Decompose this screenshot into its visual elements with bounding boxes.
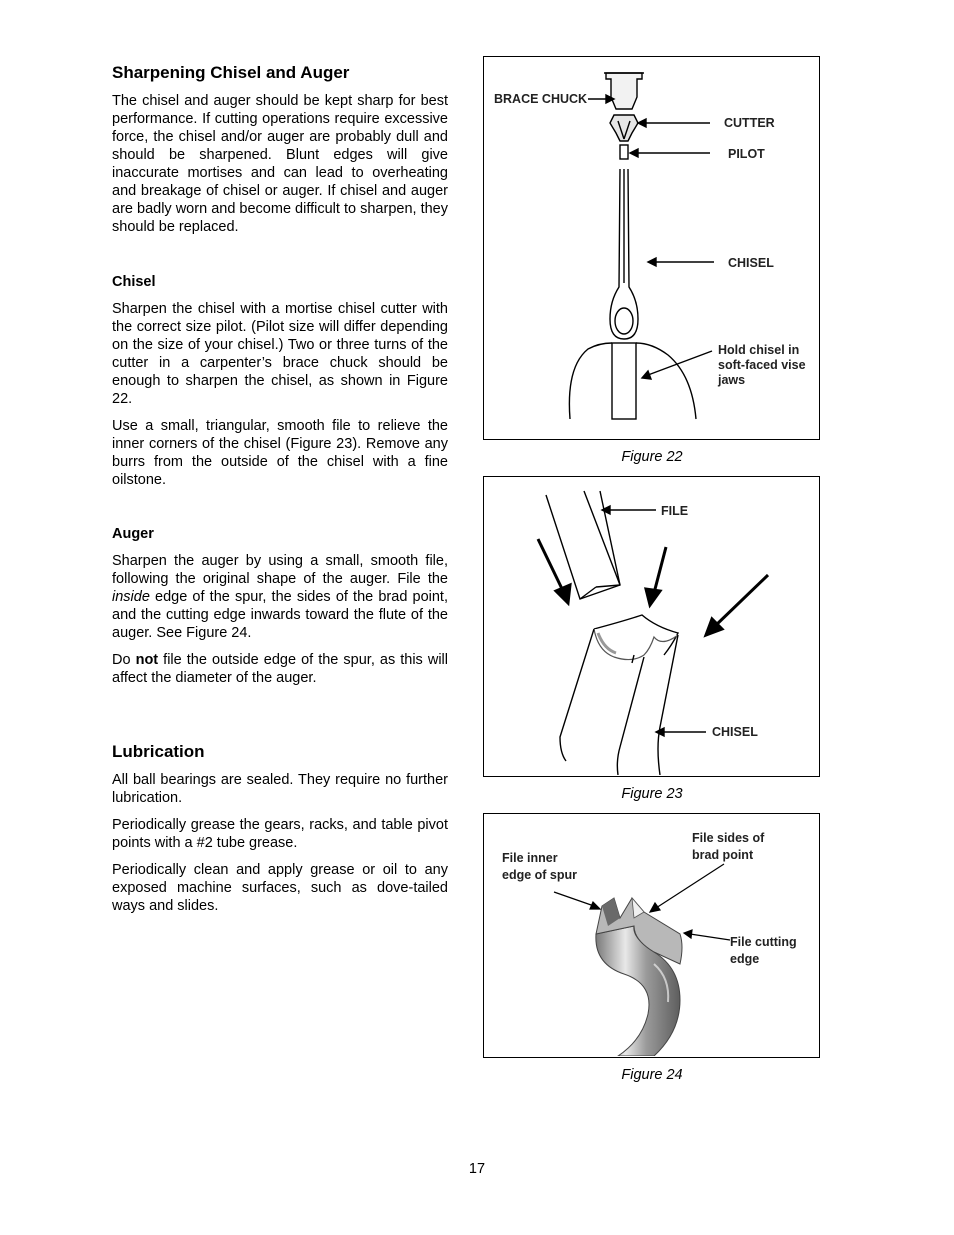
lubrication-paragraph-2: Periodically grease the gears, racks, and table pivot points with a #2 tube grease.: [112, 817, 448, 851]
lubrication-paragraph-3: Periodically clean and apply grease or oil to any exposed machine surfaces, such as dove-tailed ways and slides.: [112, 862, 448, 914]
chisel-section: [112, 273, 448, 498]
lubrication-section: [112, 742, 448, 924]
figure-24-illustration: [484, 814, 818, 1056]
label-brad-line1: File sides of: [692, 831, 765, 845]
pilot-shape: [620, 145, 628, 159]
arrow-chisel: [648, 258, 656, 266]
arrow-hold-chisel: [642, 371, 651, 379]
figure-23-illustration: [484, 477, 818, 775]
section-heading-sharpening: Sharpening Chisel and Auger: [112, 63, 350, 82]
label-chisel-23: CHISEL: [712, 725, 758, 739]
chisel-lower-body: [612, 343, 636, 419]
label-hold-line1: Hold chisel in: [718, 343, 800, 357]
figure-23-caption: Figure 23: [621, 786, 683, 802]
auger-section: [112, 525, 448, 696]
figure-23: [483, 476, 820, 777]
auger-paragraph-2: Do not file the outside edge of the spur, as this will affect the diameter of the auger.: [112, 652, 448, 686]
chisel-paragraph-1: Sharpen the chisel with a mortise chisel cutter with the correct size pilot. (Pilot size will differ depending on the size of your chisel.) Two or three turns of the cutter in a carpenter’s brace chuck should be enough to sharpen the chisel, as shown in Figure 22.: [112, 301, 448, 407]
arrow-pilot: [630, 149, 638, 157]
chisel-paragraph-2: Use a small, triangular, smooth file to relieve the inner corners of the chisel (Figure 23). Remove any burrs from the outside of the chisel with a fine oilstone.: [112, 418, 448, 488]
label-cut-line2: edge: [730, 952, 760, 966]
page-number: 17: [468, 1161, 486, 1177]
subheading-auger: Auger: [112, 526, 154, 542]
sharpening-intro: The chisel and auger should be kept sharp for best performance. If cutting operations require excessive force, the chisel and/or auger are probably dull and should be sharpened. Blunt edges will give inaccurate mortises and can lead to overheating and breakage of chisel or auger. If chisel and auger are badly worn and become difficult to sharpen, they should be replaced.: [112, 93, 448, 235]
auger-bit-drawing: [596, 898, 682, 1056]
label-brad-line2: brad point: [692, 848, 754, 862]
label-hold-line2: soft-faced vise: [718, 358, 806, 372]
chisel-left-edge: [560, 629, 594, 761]
figure-22-illustration: [484, 57, 818, 438]
label-pilot: PILOT: [728, 147, 765, 161]
section-heading-lubrication: Lubrication: [112, 742, 205, 761]
arrow-file-right: [646, 589, 660, 605]
label-cutter: CUTTER: [724, 116, 775, 130]
arrow-cutting-edge: [684, 930, 692, 938]
chisel-right-edge: [658, 635, 678, 775]
figure-22: [483, 56, 820, 440]
brace-chuck-shape: [606, 73, 642, 109]
label-cut-line1: File cutting: [730, 935, 797, 949]
arrow-cutter: [638, 119, 646, 127]
auger-paragraph-1: Sharpen the auger by using a small, smooth file, following the original shape of the auger. File the inside edge of the spur, the sides of the brad point, and the cutting edge inwards toward the flute of the auger. See Figure 24.: [112, 553, 448, 641]
figure-24: [483, 813, 820, 1058]
label-brace-chuck: BRACE CHUCK: [494, 92, 588, 106]
figure-24-caption: Figure 24: [621, 1067, 683, 1083]
lubrication-paragraph-1: All ball bearings are sealed. They require no further lubrication.: [112, 772, 448, 806]
label-chisel: CHISEL: [728, 256, 774, 270]
arrow-file-left: [556, 585, 570, 603]
label-inner-line1: File inner: [502, 851, 558, 865]
arrow-brad-point: [650, 903, 660, 912]
label-inner-line2: edge of spur: [502, 868, 578, 882]
chisel-middle-edge: [617, 657, 644, 775]
sharpening-section: [112, 63, 448, 245]
vise-jaw-right: [636, 343, 696, 419]
arrow-inner-spur: [590, 902, 600, 909]
figure-22-caption: Figure 22: [621, 449, 683, 465]
label-file: FILE: [661, 504, 689, 518]
subheading-chisel: Chisel: [112, 274, 156, 290]
vise-jaw-left: [569, 343, 612, 419]
label-hold-line3: jaws: [718, 373, 746, 387]
